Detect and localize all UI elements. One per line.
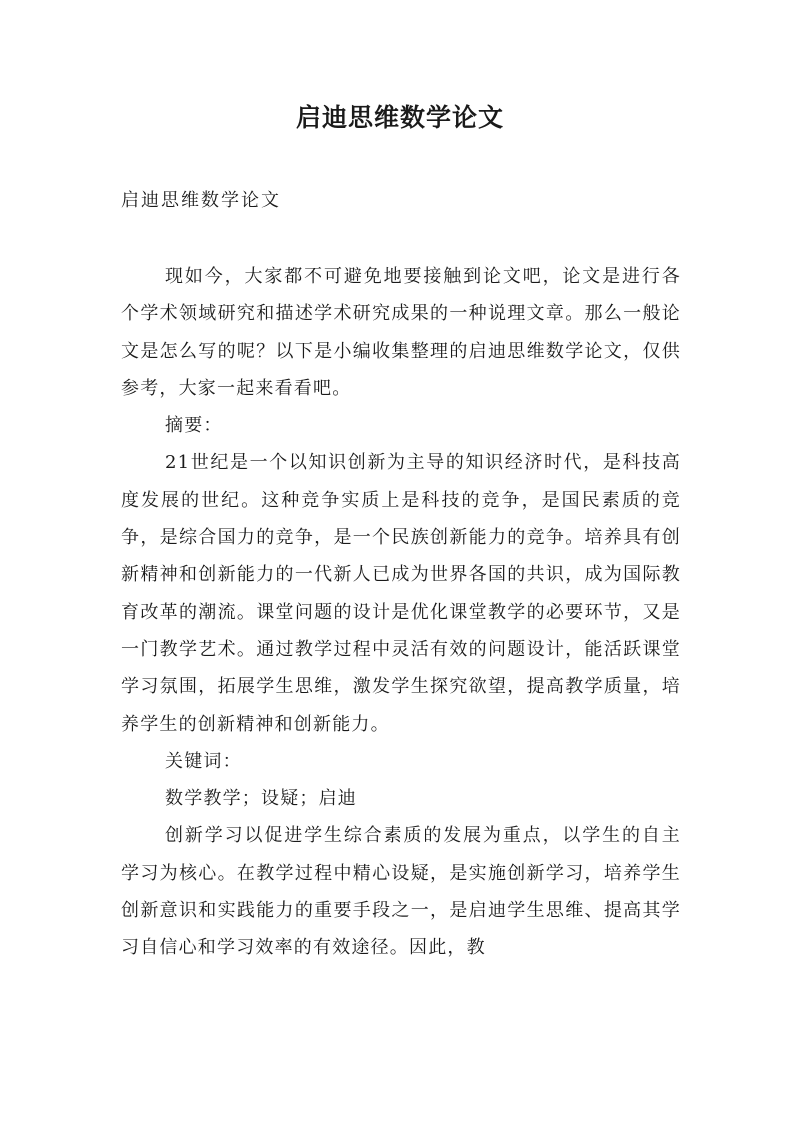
- keywords-list: 数学教学；设疑；启迪: [165, 788, 357, 810]
- abstract-paragraph: 21世纪是一个以知识创新为主导的知识经济时代，是科技高度发展的世纪。这种竞争实质上是科技的竞争，是国民素质的竞争，是综合国力的竞争，是一个民族创新能力的竞争。培养具有创新精神和创新能力的一代新人已成为世界各国的共识，成为国际教育改革的潮流。课堂问题的设计是优化课堂教学的必要环节，又是一门教学艺术。通过教学过程中灵活有效的问题设计，能活跃课堂学习氛围，拓展学生思维，激发学生探究欲望，提高教学质量，培养学生的创新精神和创新能力。: [121, 452, 681, 735]
- document-title: 启迪思维数学论文: [295, 103, 504, 132]
- intro-paragraph: 现如今，大家都不可避免地要接触到论文吧，论文是进行各个学术领域研究和描述学术研究成果的一种说理文章。那么一般论文是怎么写的呢？以下是小编收集整理的启迪思维数学论文，仅供参考，大家一起来看看吧。: [121, 266, 681, 399]
- document-body: [121, 258, 681, 967]
- body-paragraph: 创新学习以促进学生综合素质的发展为重点，以学生的自主学习为核心。在教学过程中精心设疑，是实施创新学习，培养学生创新意识和实践能力的重要手段之一，是启迪学生思维、提高其学习自信心和学习效率的有效途径。因此，教: [121, 825, 681, 959]
- abstract-heading: 摘要：: [165, 415, 223, 437]
- document-subtitle: 启迪思维数学论文: [121, 190, 281, 211]
- keywords-heading: 关键词：: [165, 750, 242, 772]
